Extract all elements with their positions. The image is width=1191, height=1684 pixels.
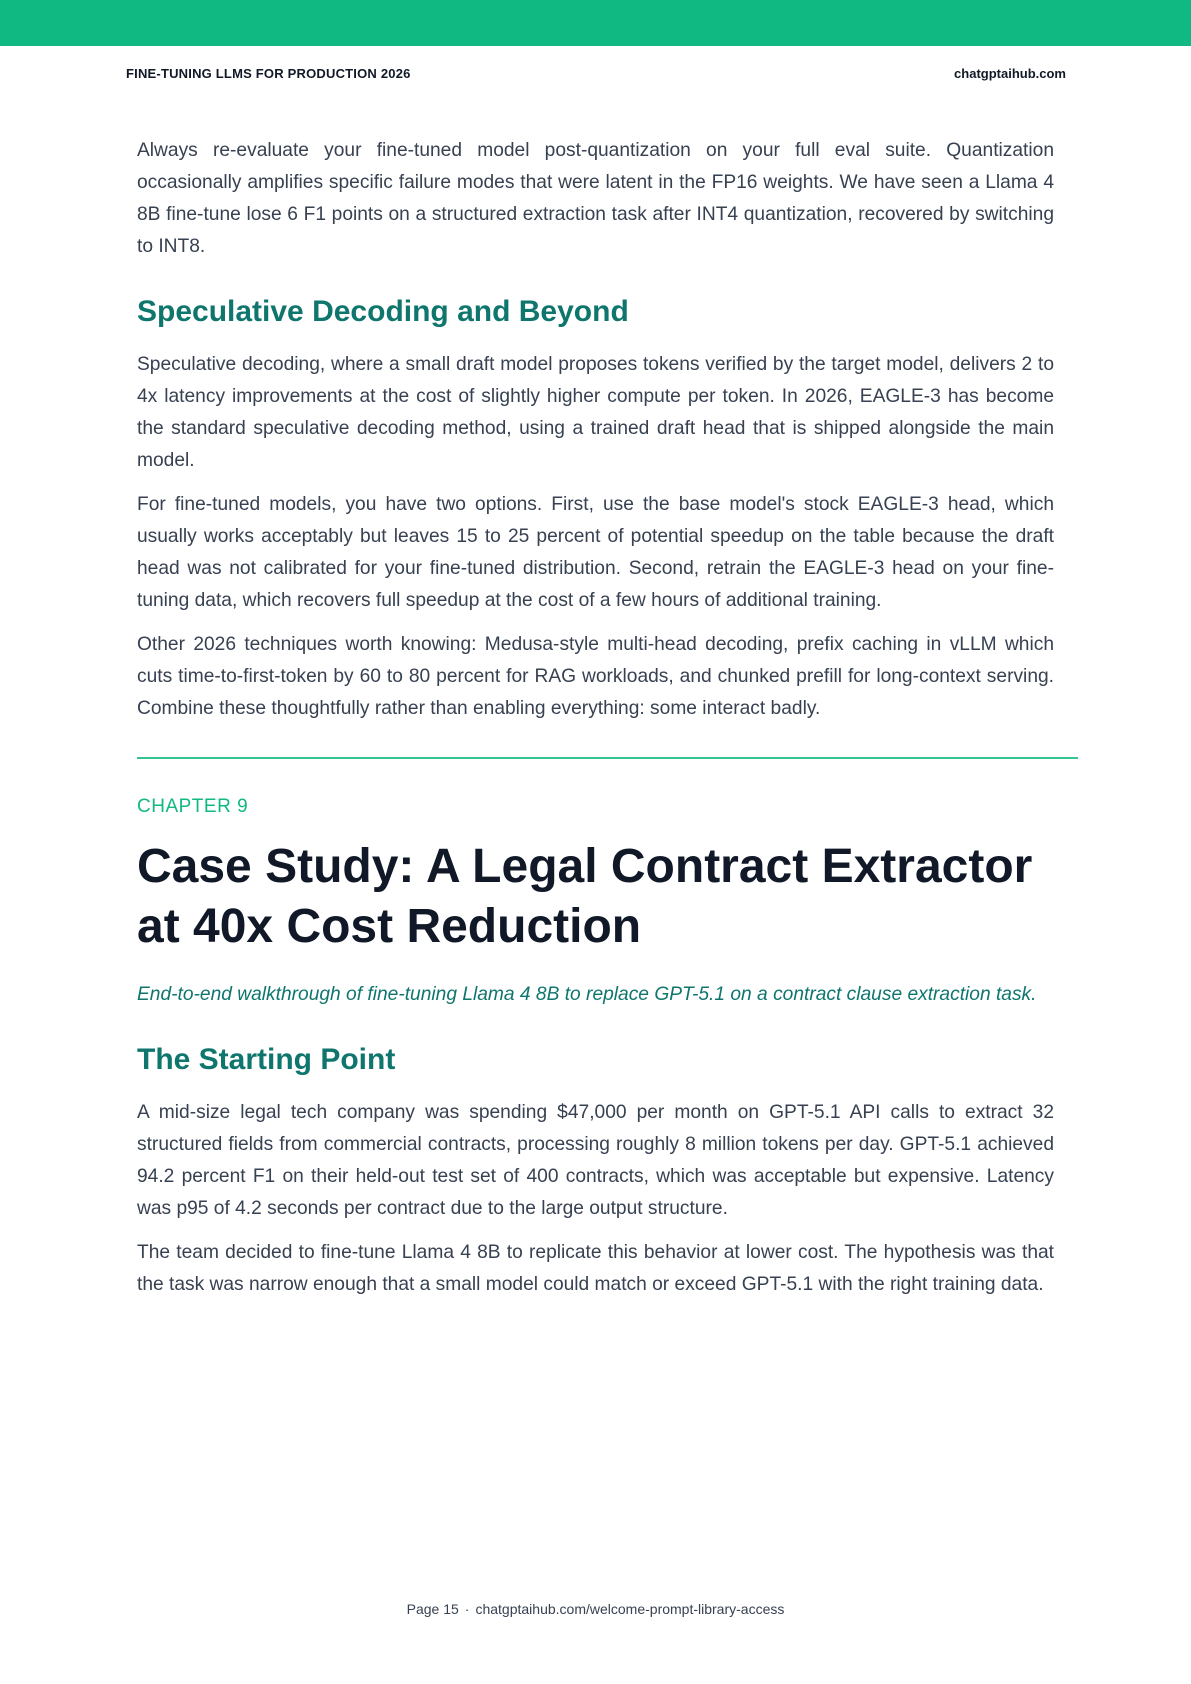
intro-paragraph: Always re-evaluate your fine-tuned model post-quantization on your full eval suite. Quantization occasionally amplifies specific failure modes that were latent in the FP16 weights. We have seen a Llama 4 8B fine-tune lose 6 F1 points on a structured extraction task after INT4 quantization, recovered by switching to INT8. (137, 140, 1054, 257)
footer-link[interactable]: chatgptaihub.com/welcome-prompt-library-access (475, 1601, 785, 1617)
chapter-lede: End-to-end walkthrough of fine-tuning Llama 4 8B to replace GPT-5.1 on a contract clause extraction task. (137, 984, 1037, 1005)
chapter-label: CHAPTER 9 (137, 796, 249, 817)
top-accent-bar (0, 0, 1191, 46)
section-heading-speculative: Speculative Decoding and Beyond (137, 295, 629, 328)
starting-point-paragraph-1: A mid-size legal tech company was spending $47,000 per month on GPT-5.1 API calls to extract 32 structured fields from commercial contracts, processing roughly 8 million tokens per day. GPT-5.1 achieved 94.2 percent F1 on their held-out test set of 400 contracts, which was acceptable but expensive. Latency was p95 of 4.2 seconds per contract due to the large output structure. (137, 1102, 1054, 1219)
page-header (126, 66, 1066, 84)
speculative-paragraph-1: Speculative decoding, where a small draft model proposes tokens verified by the target model, delivers 2 to 4x latency improvements at the cost of slightly higher compute per token. In 2026, EAGLE-3 has become the standard speculative decoding method, using a trained draft head that is shipped alongside the main model. (137, 354, 1054, 471)
page-footer (0, 1601, 1191, 1617)
speculative-paragraph-3: Other 2026 techniques worth knowing: Medusa-style multi-head decoding, prefix caching in vLLM which cuts time-to-first-token by 60 to 80 percent for RAG workloads, and chunked prefill for long-context serving. Combine these thoughtfully rather than enabling everything: some interact badly. (137, 634, 1054, 719)
site-name[interactable]: chatgptaihub.com (954, 66, 1066, 81)
chapter-title (137, 837, 1054, 957)
chapter-divider (137, 757, 1078, 759)
chapter-title-line-2: at 40x Cost Reduction (137, 900, 642, 953)
chapter-title-line-1: Case Study: A Legal Contract Extractor (137, 840, 1033, 893)
starting-point-paragraph-2: The team decided to fine-tune Llama 4 8B to replicate this behavior at lower cost. The hypothesis was that the task was narrow enough that a small model could match or exceed GPT-5.1 with the right training data. (137, 1242, 1054, 1295)
footer-separator: · (464, 1601, 470, 1617)
page-number: Page 15 (406, 1601, 459, 1617)
document-title: FINE-TUNING LLMS FOR PRODUCTION 2026 (126, 66, 411, 81)
speculative-paragraph-2: For fine-tuned models, you have two options. First, use the base model's stock EAGLE-3 head, which usually works acceptably but leaves 15 to 25 percent of potential speedup on the table because the draft head was not calibrated for your fine-tuned distribution. Second, retrain the EAGLE-3 head on your fine-tuning data, which recovers full speedup at the cost of a few hours of additional training. (137, 494, 1054, 611)
page-content (137, 135, 1054, 1313)
section-heading-starting-point: The Starting Point (137, 1043, 396, 1076)
